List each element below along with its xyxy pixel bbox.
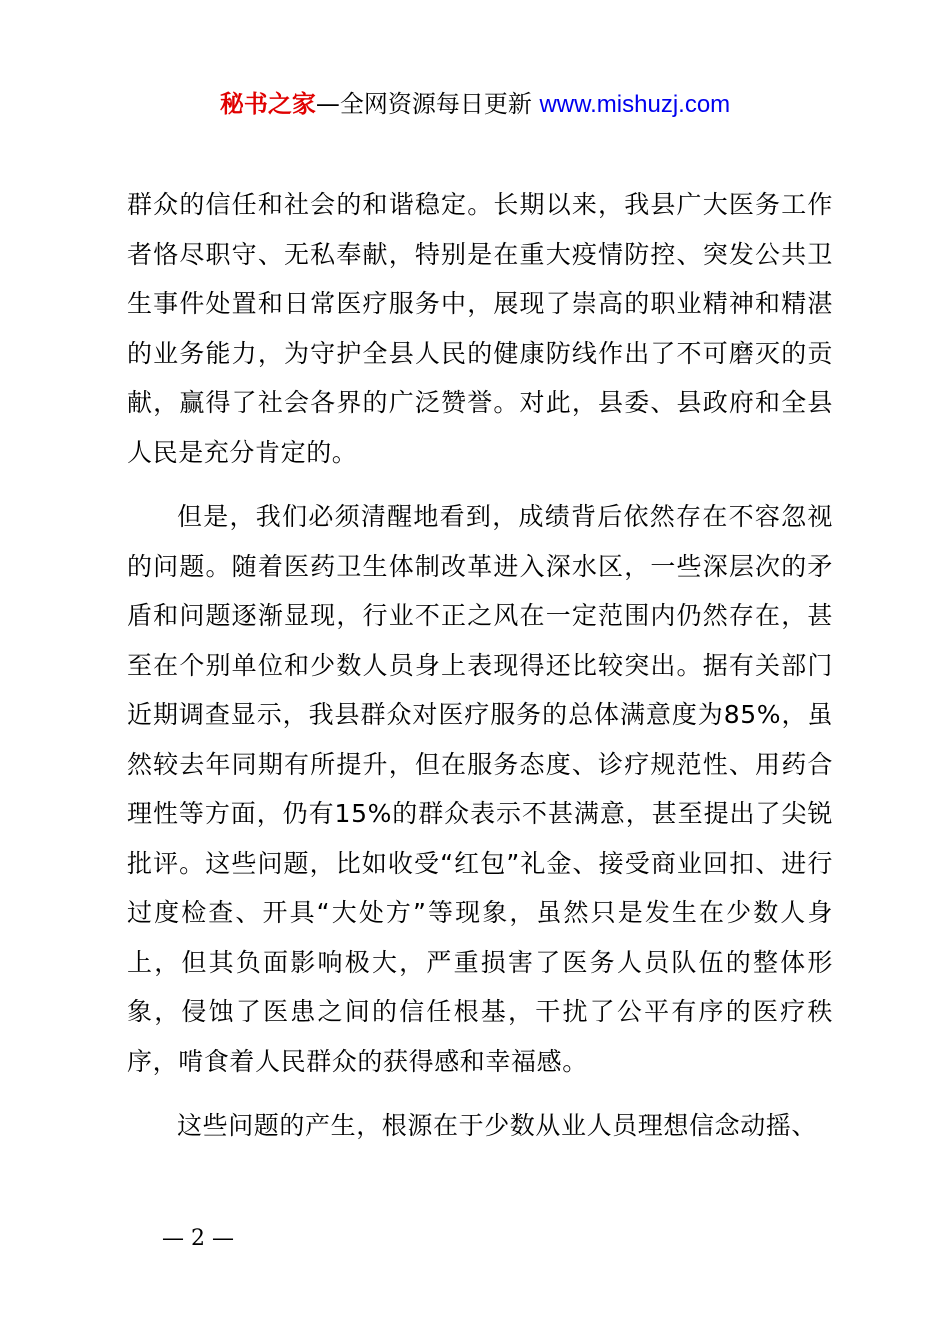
brand-name: 秘书之家: [219, 90, 316, 118]
site-header: [0, 86, 950, 123]
site-url-link[interactable]: www.mishuzj.com: [539, 91, 731, 118]
header-tagline: —全网资源每日更新: [315, 90, 540, 118]
paragraph-root-causes: 这些问题的产生，根源在于少数从业人员理想信念动摇、: [177, 1111, 818, 1140]
paragraph-continued: 群众的信任和社会的和谐稳定。长期以来，我县广大医务工作者恪尽职守、无私奉献，特别是在重大疫情防控、突发公共卫生事件处置和日常医疗服务中，展现了崇高的职业精神和精湛的业务能力，为守护全县人民的健康防线作出了不可磨灭的贡献，赢得了社会各界的广泛赞誉。对此，县委、县政府和全县人民是充分肯定的。: [127, 190, 833, 467]
paragraph-problems: 但是，我们必须清醒地看到，成绩背后依然存在不容忽视的问题。随着医药卫生体制改革进入深水区，一些深层次的矛盾和问题逐渐显现，行业不正之风在一定范围内仍然存在，甚至在个别单位和少数人员身上表现得还比较突出。据有关部门近期调查显示，我县群众对医疗服务的总体满意度为85%，虽然较去年同期有所提升，但在服务态度、诊疗规范性、用药合理性等方面，仍有15%的群众表示不甚满意，甚至提出了尖锐批评。这些问题，比如收受“红包”礼金、接受商业回扣、进行过度检查、开具“大处方”等现象，虽然只是发生在少数人身上，但其负面影响极大，严重损害了医务人员队伍的整体形象，侵蚀了医患之间的信任根基，干扰了公平有序的医疗秩序，啃食着人民群众的获得感和幸福感。: [127, 502, 833, 1076]
page-number: — 2 —: [162, 1226, 234, 1251]
document-body: [127, 180, 833, 1166]
